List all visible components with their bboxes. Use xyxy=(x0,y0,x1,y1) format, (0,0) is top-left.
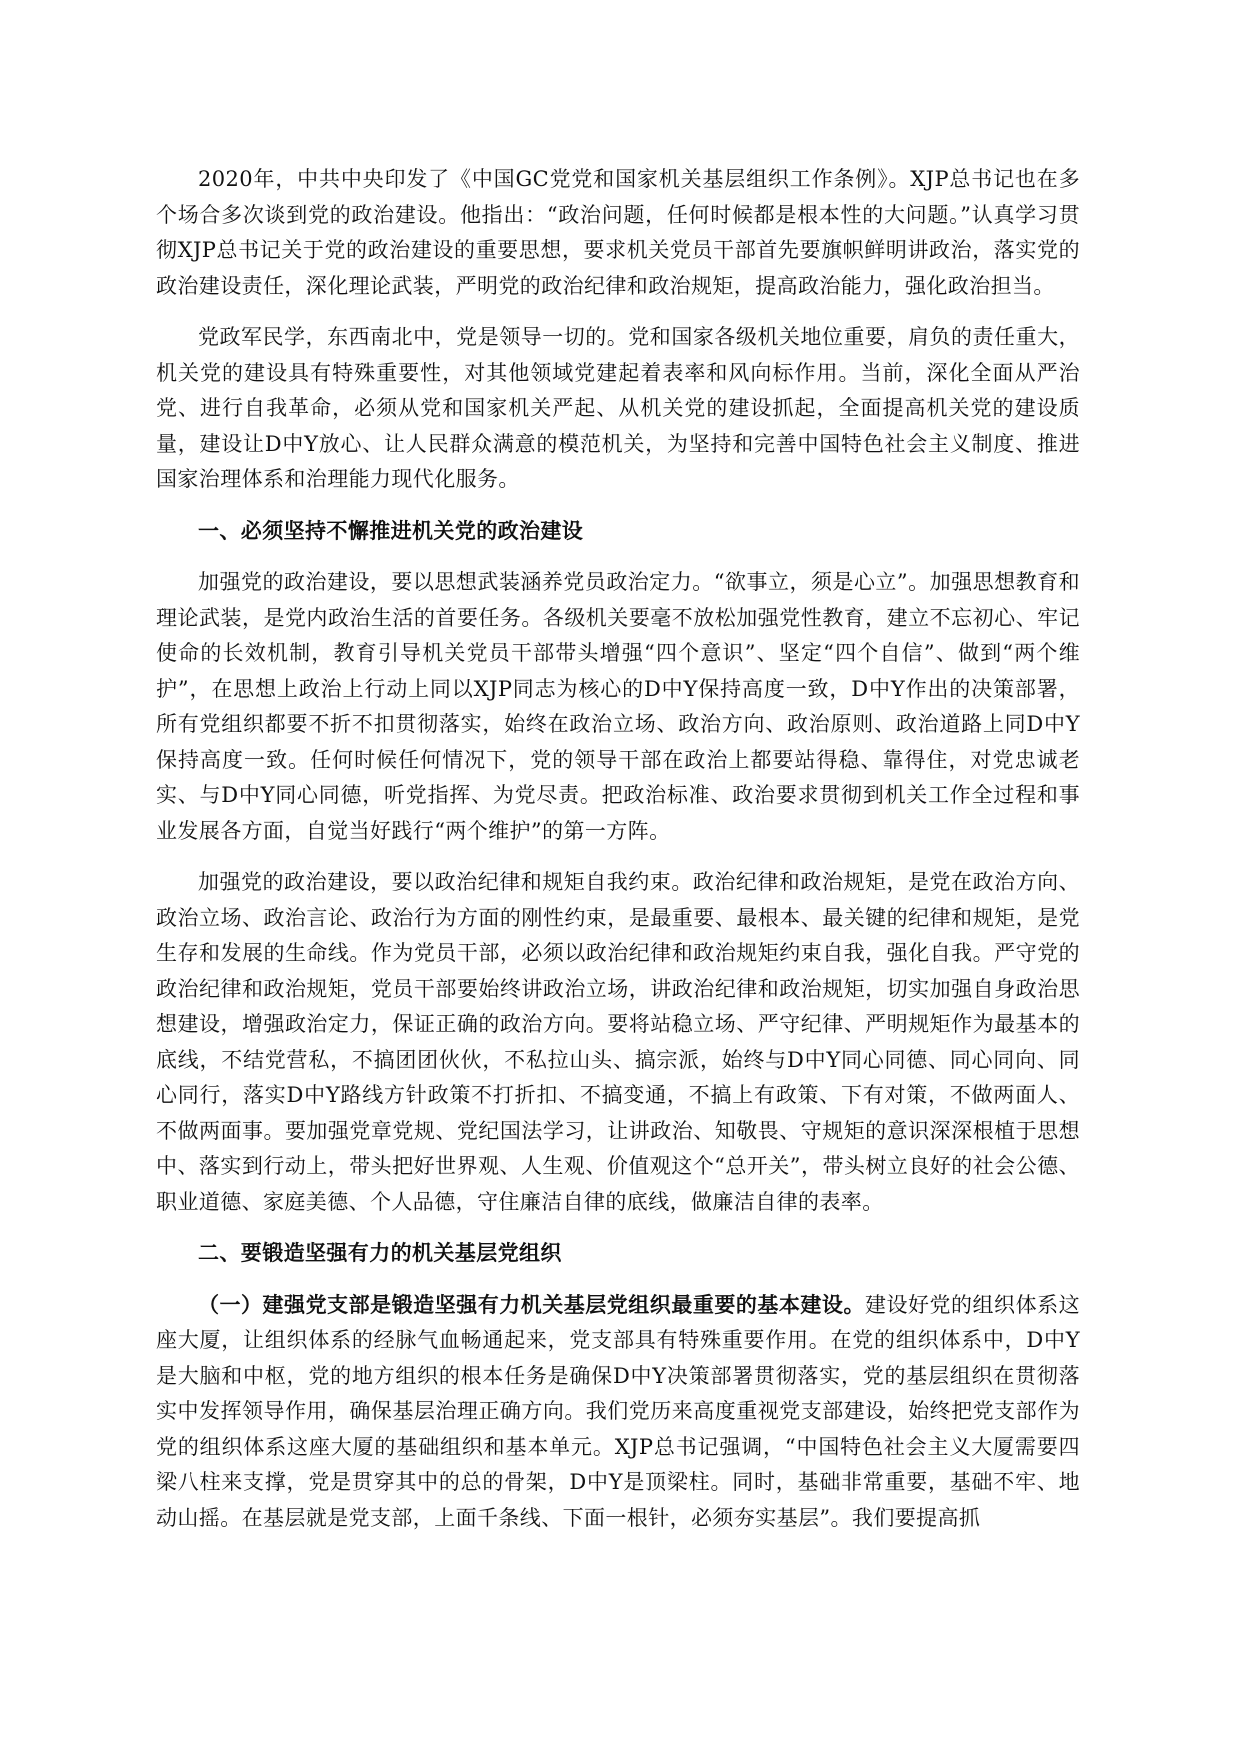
intro-paragraph-2: 党政军民学，东西南北中，党是领导一切的。党和国家各级机关地位重要，肩负的责任重大，机关党的建设具有特殊重要性，对其他领域党建起着表率和风向标作用。当前，深化全面从严治党、进行自我革命，必须从党和国家机关严起、从机关党的建设抓起，全面提高机关党的建设质量，建设让D中Y放心、让人民群众满意的模范机关，为坚持和完善中国特色社会主义制度、推进国家治理体系和治理能力现代化服务。 xyxy=(156,325,1080,491)
document-page xyxy=(156,162,1080,1552)
intro-paragraph-1: 2020年，中共中央印发了《中国GC党党和国家机关基层组织工作条例》。XJP总书记也在多个场合多次谈到党的政治建设。他指出：“政治问题，任何时候都是根本性的大问题。”认真学习贯彻XJP总书记关于党的政治建设的重要思想，要求机关党员干部首先要旗帜鲜明讲政治，落实党的政治建设责任，深化理论武装，严明党的政治纪律和政治规矩，提高政治能力，强化政治担当。 xyxy=(156,167,1080,298)
subsection-lead: （一）建强党支部是锻造坚强有力机关基层党组织最重要的基本建设。 xyxy=(198,1292,865,1317)
section1-paragraph-1: 加强党的政治建设，要以思想武装涵养党员政治定力。“欲事立，须是心立”。加强思想教育和理论武装，是党内政治生活的首要任务。各级机关要毫不放松加强党性教育，建立不忘初心、牢记使命的长效机制，教育引导机关党员干部带头增强“四个意识”、坚定“四个自信”、做到“两个维护”，在思想上政治上行动上同以XJP同志为核心的D中Y保持高度一致，D中Y作出的决策部署，所有党组织都要不折不扣贯彻落实，始终在政治立场、政治方向、政治原则、政治道路上同D中Y保持高度一致。任何时候任何情况下，党的领导干部在政治上都要站得稳、靠得住，对党忠诚老实、与D中Y同心同德，听党指挥、为党尽责。把政治标准、政治要求贯彻到机关工作全过程和事业发展各方面，自觉当好践行“两个维护”的第一方阵。 xyxy=(156,570,1080,843)
subsection-body: 建设好党的组织体系这座大厦，让组织体系的经脉气血畅通起来，党支部具有特殊重要作用。在党的组织体系中，D中Y是大脑和中枢，党的地方组织的根本任务是确保D中Y决策部署贯彻落实，党的基层组织在贯彻落实中发挥领导作用，确保基层治理正确方向。我们党历来高度重视党支部建设，始终把党支部作为党的组织体系这座大厦的基础组织和基本单元。XJP总书记强调，“中国特色社会主义大厦需要四梁八柱来支撑，党是贯穿其中的总的骨架，D中Y是顶梁柱。同时，基础非常重要，基础不牢、地动山摇。在基层就是党支部，上面千条线、下面一根针，必须夯实基层”。我们要提高抓 xyxy=(156,1292,1081,1530)
section-heading-1: 一、必须坚持不懈推进机关党的政治建设 xyxy=(198,518,584,543)
section1-paragraph-2: 加强党的政治建设，要以政治纪律和规矩自我约束。政治纪律和政治规矩，是党在政治方向、政治立场、政治言论、政治行为方面的刚性约束，是最重要、最根本、最关键的纪律和规矩，是党生存和发展的生命线。作为党员干部，必须以政治纪律和政治规矩约束自我，强化自我。严守党的政治纪律和政治规矩，党员干部要始终讲政治立场，讲政治纪律和政治规矩，切实加强自身政治思想建设，增强政治定力，保证正确的政治方向。要将站稳立场、严守纪律、严明规矩作为最基本的底线，不结党营私，不搞团团伙伙，不私拉山头、搞宗派，始终与D中Y同心同德、同心同向、同心同行，落实D中Y路线方针政策不打折扣、不搞变通，不搞上有政策、下有对策，不做两面人、不做两面事。要加强党章党规、党纪国法学习，让讲政治、知敬畏、守规矩的意识深深根植于思想中、落实到行动上，带头把好世界观、人生观、价值观这个“总开关”，带头树立良好的社会公德、职业道德、家庭美德、个人品德，守住廉洁自律的底线，做廉洁自律的表率。 xyxy=(156,870,1080,1214)
section-heading-2: 二、要锻造坚强有力的机关基层党组织 xyxy=(198,1241,562,1265)
section2-paragraph-1 xyxy=(156,1288,1080,1537)
